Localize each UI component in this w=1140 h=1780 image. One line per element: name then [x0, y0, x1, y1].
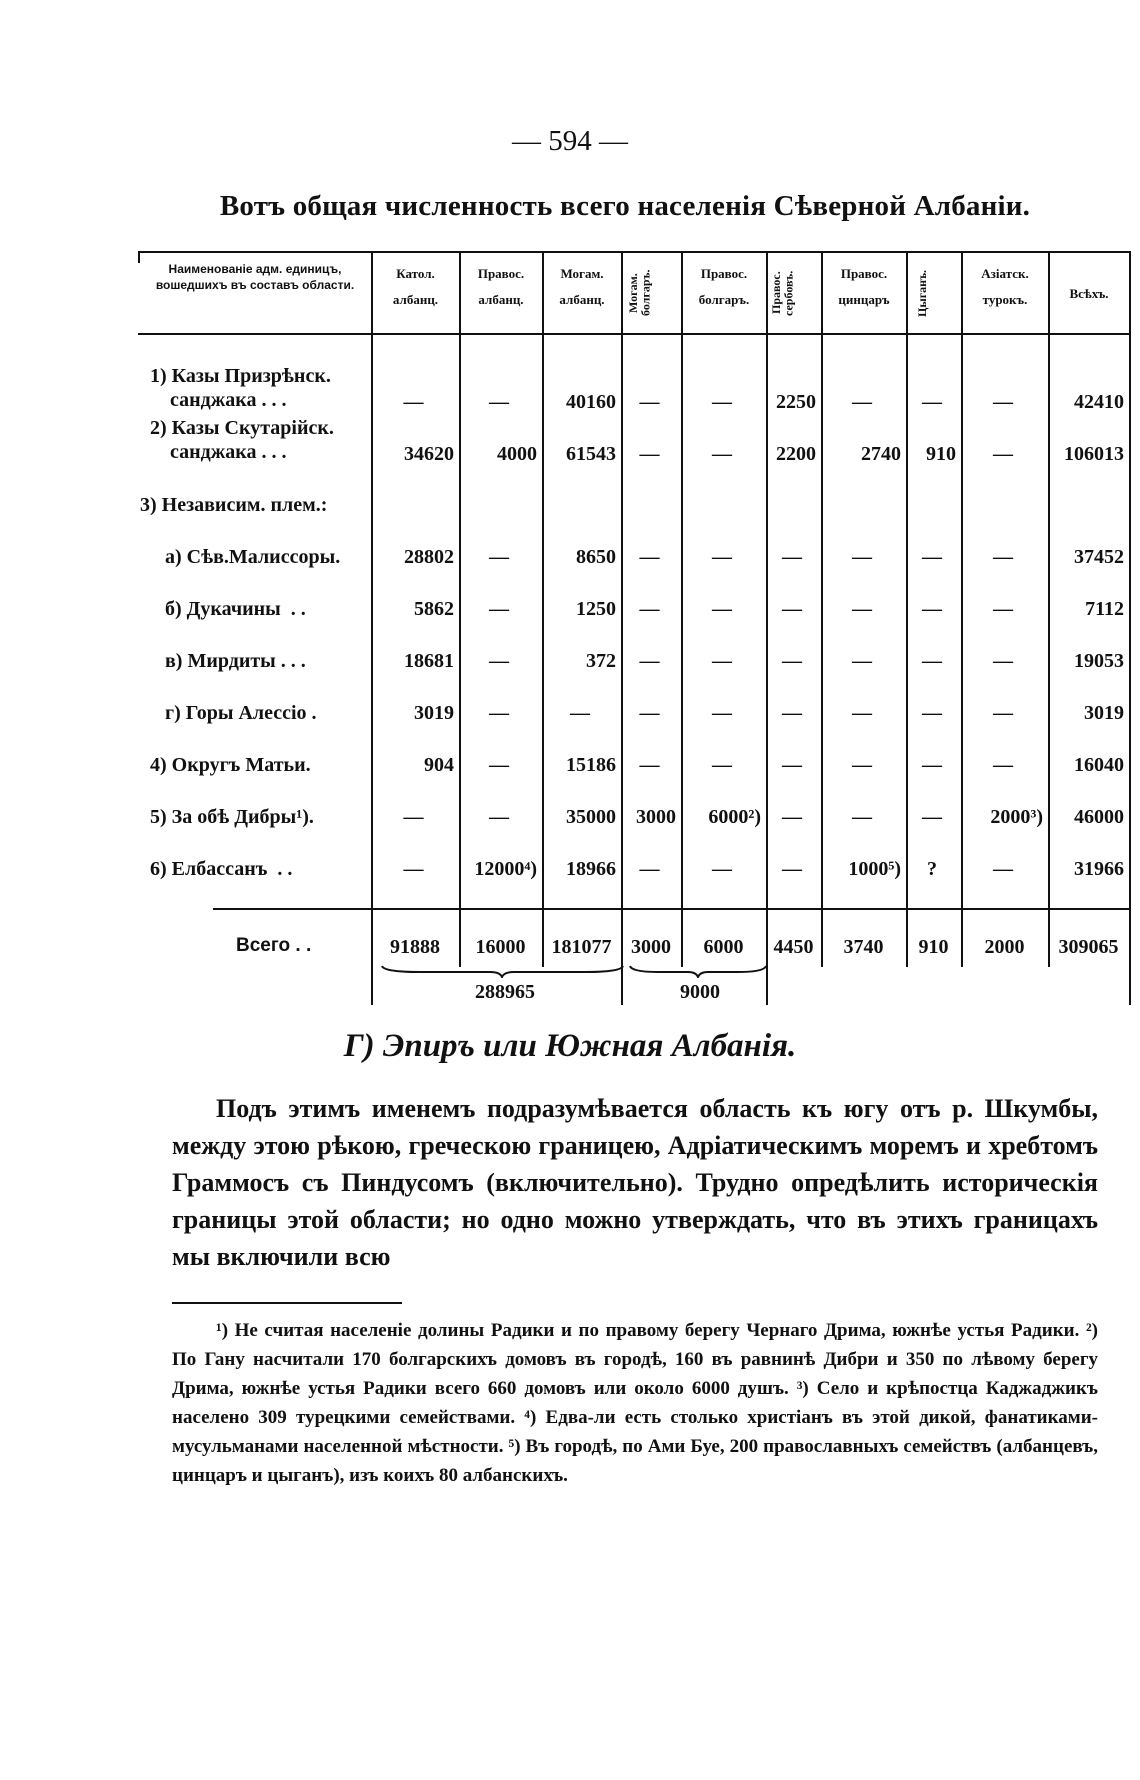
row-label: 4) Округъ Матьи. — [150, 754, 311, 776]
table-cell: 46000 — [1074, 806, 1124, 828]
table-cell: 31966 — [1074, 858, 1124, 880]
table-cell: — — [639, 546, 660, 568]
table-cell: — — [489, 598, 509, 620]
row-label: 2) Казы Скутарійск. санджака . . . — [150, 417, 334, 463]
table-cell: — — [852, 650, 872, 672]
table-cell: 28802 — [404, 546, 454, 568]
table-cell: 2250 — [776, 391, 816, 413]
table-cell: 910 — [926, 443, 956, 465]
section-heading: Г) Эпиръ или Южная Албанія. — [343, 1028, 797, 1064]
table-cell: 19053 — [1074, 650, 1124, 672]
row-label: в) Мирдиты . . . — [165, 650, 306, 672]
table-cell: 6000²) — [708, 806, 761, 828]
table-cell: 1250 — [576, 598, 616, 620]
total-cell: 910 — [918, 936, 949, 958]
table-cell: — — [712, 391, 732, 413]
table-cell: — — [852, 546, 872, 568]
table-total-rule — [213, 908, 1131, 910]
subtotal-albanians: 288965 — [475, 981, 535, 1003]
table-cell: — — [639, 858, 660, 880]
table-cell: — — [852, 391, 872, 413]
table-cell: — — [712, 702, 732, 724]
column-rule — [621, 251, 623, 1005]
table-cell: 2200 — [776, 443, 816, 465]
row-label: а) Сѣв.Малиссоры. — [165, 546, 341, 568]
table-cell: — — [993, 650, 1013, 672]
header-asiatic-turks: Азіатск. турокъ. — [981, 266, 1029, 308]
table-cell: — — [489, 546, 509, 568]
table-cell: 18681 — [404, 650, 454, 672]
footnote-rule — [172, 1302, 402, 1304]
total-cell: 309065 — [1058, 936, 1119, 958]
table-title: Вотъ общая численность всего населенія Сѣверной Албаніи. — [219, 190, 1031, 222]
table-cell: ? — [927, 858, 937, 880]
table-cell: — — [993, 391, 1013, 413]
row-label: б) Дукачины . . — [165, 598, 306, 620]
table-header-rule — [138, 333, 1131, 335]
column-rule — [138, 251, 140, 263]
total-cell: 3740 — [843, 936, 884, 958]
table-cell: 3019 — [414, 702, 454, 724]
total-cell: 6000 — [703, 936, 744, 958]
table-cell: — — [403, 391, 424, 413]
table-cell: 35000 — [566, 806, 616, 828]
row-label: 5) За обѣ Дибры¹). — [150, 806, 314, 828]
table-cell: 372 — [586, 650, 616, 672]
table-cell: 106013 — [1064, 443, 1124, 465]
table-cell: — — [712, 650, 732, 672]
header-orthodox-tsintsars: Правос. цинцаръ — [838, 266, 890, 308]
table-cell: 12000⁴) — [474, 858, 537, 880]
total-cell: 16000 — [475, 936, 526, 958]
table-cell: 37452 — [1074, 546, 1124, 568]
header-muslim-albanians: Могам. албанц. — [559, 266, 605, 308]
table-cell: — — [489, 650, 509, 672]
table-cell: — — [782, 806, 802, 828]
table-cell: — — [639, 754, 660, 776]
table-cell: — — [993, 754, 1013, 776]
table-cell: 40160 — [566, 391, 616, 413]
table-cell: — — [922, 546, 942, 568]
table-cell: 3019 — [1084, 702, 1124, 724]
table-cell: — — [639, 391, 660, 413]
table-cell: 15186 — [566, 754, 616, 776]
header-orthodox-serbs: Правос. сербовъ. — [769, 270, 796, 316]
table-cell: 4000 — [497, 443, 537, 465]
header-gypsies: Цыганъ. — [915, 269, 929, 317]
table-cell: — — [922, 391, 942, 413]
header-orthodox-bulgarians: Правос. болгаръ. — [698, 266, 750, 308]
table-cell: 904 — [424, 754, 454, 776]
albanian-subtotal-brace — [380, 964, 625, 978]
header-total: Всѣхъ. — [1069, 286, 1109, 301]
row-label: 6) Елбассанъ . . — [150, 858, 293, 880]
table-cell: — — [993, 443, 1013, 465]
table-cell: 3000 — [636, 806, 676, 828]
table-cell: — — [993, 598, 1013, 620]
table-cell: 42410 — [1074, 391, 1124, 413]
total-cell: 3000 — [631, 936, 671, 958]
table-cell: — — [852, 702, 872, 724]
table-cell: — — [403, 806, 424, 828]
table-cell: 7112 — [1085, 598, 1124, 620]
table-cell: 34620 — [404, 443, 454, 465]
header-muslim-bulgarians: Могам. болгаръ. — [626, 269, 653, 317]
table-cell: — — [782, 650, 802, 672]
total-cell: 2000 — [984, 936, 1025, 958]
total-cell: 181077 — [551, 936, 612, 958]
table-cell: 18966 — [566, 858, 616, 880]
table-cell: — — [852, 806, 872, 828]
table-cell: — — [922, 598, 942, 620]
column-rule — [1129, 251, 1131, 1005]
table-cell: — — [712, 443, 732, 465]
table-cell: — — [489, 391, 509, 413]
table-cell: — — [712, 598, 732, 620]
footnotes: ¹) Не считая населеніе долины Радики и по правому берегу Чернаго Дрима, южнѣе устья Радики. ²) По Гану насчитали 170 болгарскихъ домовъ въ городѣ, 160 въ равнинѣ Дибри и 350 по лѣвому берегу Дрима, южнѣе устья Радики всего 660 домовъ или около 6000 душъ. ³) Село и крѣпостца Каджаджикъ населено 309 турецкими семействами. ⁴) Едва-ли есть столько христіанъ въ этой дикой, фанатиками-мусульманами населенной мѣстности. ⁵) Въ городѣ, по Ами Буе, 200 православныхъ семействъ (албанцевъ, цинцаръ и цыганъ), изъ коихъ 80 албанскихъ. — [172, 1320, 1098, 1486]
table-top-rule — [138, 251, 1131, 253]
table-cell: — — [712, 754, 732, 776]
header-orthodox-albanians: Правос. албанц. — [477, 266, 525, 308]
column-rule — [371, 251, 373, 1005]
table-cell: 61543 — [566, 443, 616, 465]
table-cell: 2000³) — [990, 806, 1043, 828]
table-cell: — — [782, 858, 802, 880]
table-cell: 8650 — [576, 546, 616, 568]
bulgarian-subtotal-brace — [628, 964, 768, 978]
page-number: — 594 — — [512, 125, 628, 157]
table-cell: — — [993, 702, 1013, 724]
table-cell: 16040 — [1074, 754, 1124, 776]
total-label: Всего . . — [236, 935, 312, 956]
table-cell: — — [639, 702, 660, 724]
table-cell: — — [782, 546, 802, 568]
subtotal-bulgarians: 9000 — [680, 981, 720, 1003]
table-cell: — — [922, 806, 942, 828]
table-cell: — — [403, 858, 424, 880]
table-cell: — — [489, 702, 509, 724]
total-cell: 4450 — [773, 936, 814, 958]
table-cell: 5862 — [414, 598, 454, 620]
table-cell: — — [639, 598, 660, 620]
table-cell: — — [712, 858, 732, 880]
table-cell: — — [639, 443, 660, 465]
table-cell: — — [922, 650, 942, 672]
table-cell: 2740 — [861, 443, 901, 465]
body-paragraph: Подъ этимъ именемъ подразумѣвается область къ югу отъ р. Шкумбы, между этою рѣкою, греческою границею, Адріатическимъ моремъ и хребтомъ Граммосъ съ Пиндусомъ (включительно). Трудно опредѣлить историческія границы этой области; но одно можно утверждать, что въ этихъ границахъ мы включили всю — [172, 1094, 1098, 1271]
table-cell: — — [489, 754, 509, 776]
table-cell: — — [639, 650, 660, 672]
table-cell: — — [922, 702, 942, 724]
table-cell: — — [922, 754, 942, 776]
column-rule — [766, 251, 768, 1005]
header-catholic-albanians: Катол. албанц. — [392, 266, 439, 308]
table-cell: — — [993, 546, 1013, 568]
table-cell: — — [852, 754, 872, 776]
table-cell: — — [712, 546, 732, 568]
table-cell: — — [782, 754, 802, 776]
row-label: 3) Независим. плем.: — [140, 494, 328, 516]
row-label: 1) Казы Призрѣнск. санджака . . . — [150, 365, 331, 411]
table-cell: — — [570, 702, 590, 724]
header-names: Наименованіе адм. единицъ, вошедшихъ въ составъ области. — [155, 262, 355, 292]
row-label: г) Горы Алессіо . — [165, 702, 317, 724]
table-cell: 1000⁵) — [848, 858, 901, 880]
table-cell: — — [489, 806, 509, 828]
table-cell: — — [993, 858, 1013, 880]
table-cell: — — [852, 598, 872, 620]
table-cell: — — [782, 598, 802, 620]
table-cell: — — [782, 702, 802, 724]
total-cell: 91888 — [390, 936, 440, 958]
